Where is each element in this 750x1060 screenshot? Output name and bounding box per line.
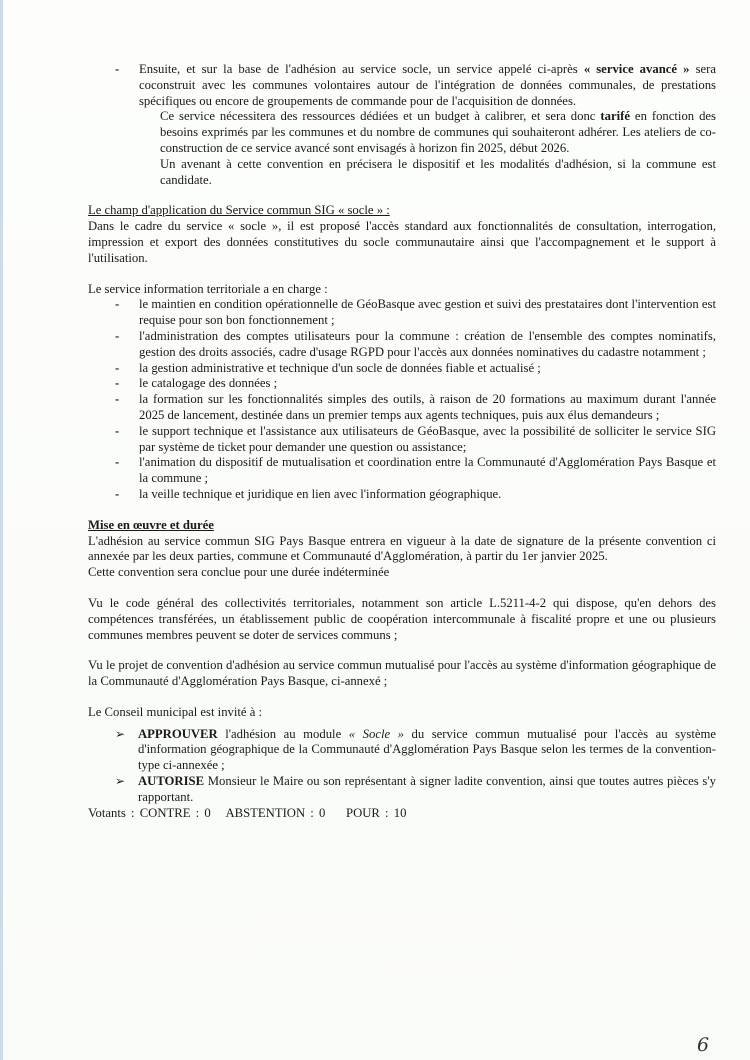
- list-item: - la gestion administrative et technique d'un socle de données fiable et actualisé ;: [88, 361, 716, 377]
- champ-paragraph: Dans le cadre du service « socle », il est proposé l'accès standard aux fonctionnalités de consultation, interrogation, impression et export des données constitutives du socle communautaire ainsi que l'accompagnement et le support à l'utilisation.: [88, 219, 716, 265]
- list-item: ➢ AUTORISE Monsieur le Maire ou son représentant à signer ladite convention, ainsi que toutes autres pièces s'y rapportant.: [88, 774, 716, 806]
- list-item: - l'animation du dispositif de mutualisation et coordination entre la Communauté d'Agglomération Pays Basque et la commune ;: [88, 455, 716, 487]
- vu-code-paragraph: Vu le code général des collectivités territoriales, notamment son article L.5211-4-2 qui dispose, qu'en dehors des compétences transférées, un établissement public de coopération intercommunale à fiscalité propre et une ou plusieurs communes membres peuvent se doter de services communs ;: [88, 595, 716, 642]
- list-item: - l'administration des comptes utilisateurs pour la commune : création de l'ensemble des comptes nominatifs, gestion des droits associés, cadre d'usage RGPD pour l'accès aux données nominatives du cadastre notamment ;: [88, 329, 716, 361]
- page-edge: [0, 0, 3, 1060]
- conseil-intro: Le Conseil municipal est invité à :: [88, 704, 263, 719]
- service-info-list: [88, 297, 716, 502]
- list-item: - le support technique et l'assistance aux utilisateurs de GéoBasque, avec la possibilité de solliciter le service SIG par système de ticket pour demander une question ou assistance;: [88, 424, 716, 456]
- mise-en-oeuvre-heading: Mise en œuvre et durée: [88, 517, 214, 532]
- list-item: ➢ APPROUVER l'adhésion au module « Socle » du service commun mutualisé pour l'accès au système d'information géographique de la Communauté d'Agglomération Pays Basque selon les termes de la convention-type ci-annexée ;: [88, 727, 716, 774]
- duree-paragraph: Cette convention sera conclue pour une durée indéterminée: [88, 565, 390, 580]
- list-item: - Ensuite, et sur la base de l'adhésion au service socle, un service appelé ci-après « service avancé » sera coconstruit avec les communes volontaires autour de l'intégration de données communales, de prestations spécifiques ou encore de groupements de commande pour de l'acquisition de données.: [88, 62, 716, 109]
- deliberation-list: [88, 727, 716, 806]
- list-item: - la veille technique et juridique en lien avec l'information géographique.: [88, 487, 716, 503]
- champ-heading: Le champ d'application du Service commun SIG « socle » :: [88, 203, 390, 218]
- list-item: - le catalogage des données ;: [88, 376, 716, 392]
- service-info-intro: Le service information territoriale a en charge :: [88, 281, 328, 296]
- page-number: 6: [697, 1034, 710, 1056]
- service-avance-paragraph: Ce service nécessitera des ressources dédiées et un budget à calibrer, et sera donc tarifé en fonction des besoins exprimés par les communes et du nombre de communes qui souhaiteront adhérer. Les ateliers de co-construction de ce service avancé sont envisagés à horizon fin 2025, début 2026.: [160, 109, 716, 155]
- document-body: [88, 62, 716, 821]
- service-avance-list: [88, 62, 716, 109]
- votes-result: Votants : CONTRE : 0 ABSTENTION : 0 POUR : 10: [88, 805, 407, 820]
- list-item: - la formation sur les fonctionnalités simples des outils, à raison de 20 formations au maximum durant l'année 2025 de lancement, destinée dans un premier temps aux agents techniques, puis aux élus demandeurs ;: [88, 392, 716, 424]
- avenant-paragraph: Un avenant à cette convention en précisera le dispositif et les modalités d'adhésion, si la commune est candidate.: [160, 156, 716, 187]
- mise-en-oeuvre-paragraph: L'adhésion au service commun SIG Pays Basque entrera en vigueur à la date de signature de la présente convention ci annexée par les deux parties, commune et Communauté d'Agglomération, à partir du 1er janvier 2025.: [88, 533, 716, 564]
- list-item: - le maintien en condition opérationnelle de GéoBasque avec gestion et suivi des prestataires dont l'intervention est requise pour son bon fonctionnement ;: [88, 297, 716, 329]
- vu-projet-paragraph: Vu le projet de convention d'adhésion au service commun mutualisé pour l'accès au système d'information géographique de la Communauté d'Agglomération Pays Basque, ci-annexé ;: [88, 658, 716, 689]
